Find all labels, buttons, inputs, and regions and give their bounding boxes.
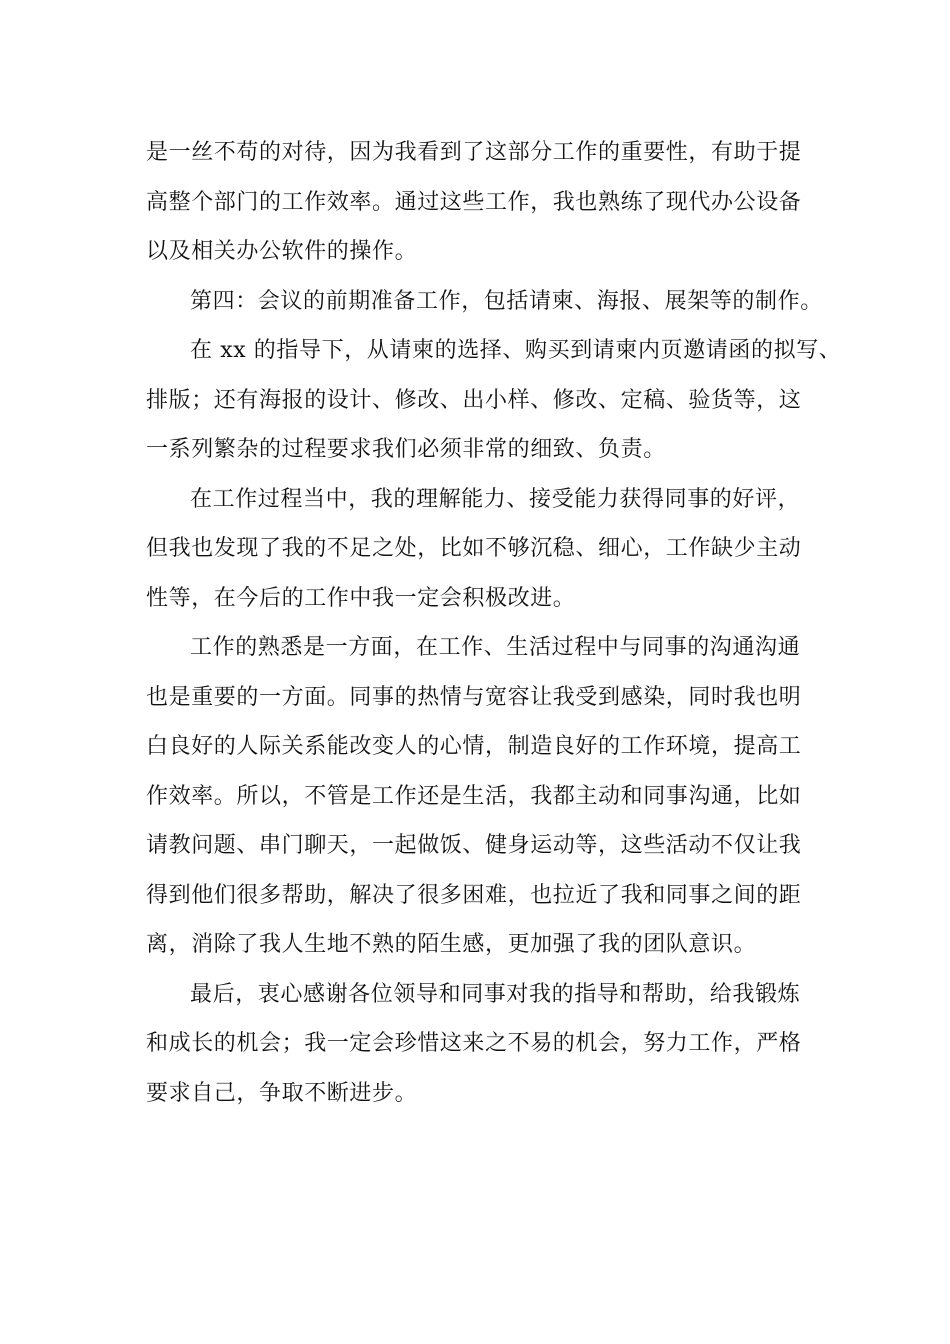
paragraph-first-line: 在工作过程当中，我的理解能力、接受能力获得同事的好评，: [190, 486, 801, 512]
body-text-line: 排版；还有海报的设计、修改、出小样、修改、定稿、验货等，这: [146, 387, 802, 413]
body-text-line: 要求自己，争取不断进步。: [146, 1080, 418, 1106]
body-text-line: 一系列繁杂的过程要求我们必须非常的细致、负责。: [146, 437, 666, 462]
body-text-line: 离，消除了我人生地不熟的陌生感，更加强了我的团队意识。: [146, 932, 757, 957]
paragraph-first-line: 第四：会议的前期准备工作，包括请柬、海报、展架等的制作。: [190, 288, 823, 314]
body-text-line: 但我也发现了我的不足之处，比如不够沉稳、细心，工作缺少主动: [146, 536, 802, 561]
paragraph-first-line: 最后，衷心感谢各位领导和同事对我的指导和帮助，给我锻炼: [190, 981, 801, 1007]
body-text-line: 也是重要的一方面。同事的热情与宽容让我受到感染，同时我也明: [146, 684, 802, 710]
body-text-line: 作效率。所以，不管是工作还是生活，我都主动和同事沟通，比如: [146, 783, 802, 809]
body-text-line: 请教问题、串门聊天，一起做饭、健身运动等，这些活动不仅让我: [146, 833, 802, 858]
body-text-line: 得到他们很多帮助，解决了很多困难，也拉近了我和同事之间的距: [146, 882, 802, 908]
body-text-line: 是一丝不苟的对待，因为我看到了这部分工作的重要性，有助于提: [146, 140, 802, 165]
body-text-line: 高整个部门的工作效率。通过这些工作，我也熟练了现代办公设备: [146, 189, 802, 215]
body-text-line: 性等，在今后的工作中我一定会积极改进。: [146, 585, 576, 611]
paragraph-first-line: 在 xx 的指导下，从请柬的选择、购买到请柬内页邀请函的拟写、: [190, 338, 842, 363]
body-text-line: 以及相关办公软件的操作。: [146, 239, 418, 264]
paragraph-first-line: 工作的熟悉是一方面，在工作、生活过程中与同事的沟通沟通: [190, 635, 801, 660]
body-text-line: 和成长的机会；我一定会珍惜这来之不易的机会，努力工作，严格: [146, 1031, 802, 1056]
body-text-line: 白良好的人际关系能改变人的心情，制造良好的工作环境，提高工: [146, 734, 802, 759]
document-body: [146, 128, 842, 1118]
